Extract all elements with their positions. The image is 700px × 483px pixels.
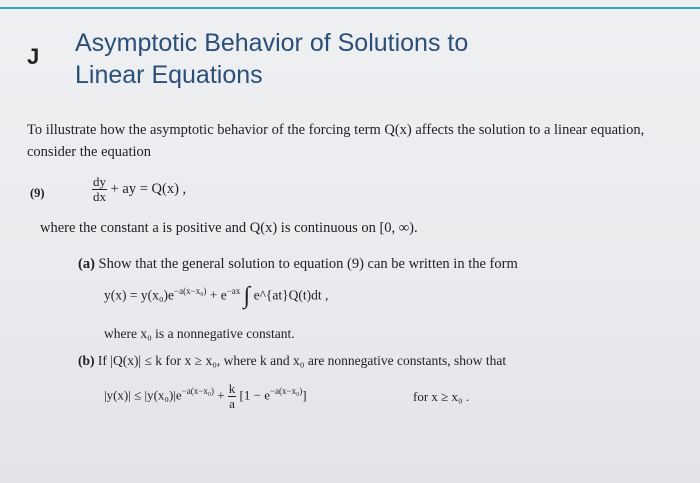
part-b-text: If |Q(x)| ≤ k for x ≥ x₀, where k and x₀ are nonnegative constants, show that	[97, 353, 507, 368]
bound-inequality: $|y(x)| \le |y(x_0)|e^{-a(x-x_0)}$ + $\frac{k}{a}$ $[1 - e^{-a(x-x_0)}]$	[104, 381, 307, 411]
title-line-2: Linear Equations	[75, 61, 263, 89]
top-rule	[0, 7, 700, 9]
intro-paragraph: To illustrate how the asymptotic behavior of the forcing term Q(x) affects the solution to a linear equation, consider the equation	[27, 122, 645, 160]
integral-sign: ∫	[243, 283, 251, 309]
bound-condition: for x ≥ x₀ .	[413, 389, 470, 404]
condition-paragraph: where the constant a is positive and Q(x) is continuous on [0, ∞).	[40, 220, 418, 236]
title-line-1: Asymptotic Behavior of Solutions to	[75, 29, 469, 57]
k-over-a-fraction: $\frac{k}{a}$	[228, 381, 236, 411]
derivative-fraction: $\frac{dy}{dx}$	[93, 174, 106, 204]
section-title	[75, 27, 468, 91]
part-b	[78, 350, 678, 372]
part-a-text: Show that the general solution to equation (9) can be written in the form	[98, 256, 518, 272]
part-a-label: (a)	[78, 256, 95, 272]
x0-note: where x₀ is a nonnegative constant.	[104, 326, 295, 341]
general-solution-equation: $y(x) = y(x_0)e^{-a(x-x_0)} + e^{-ax}$ ∫ e^{at}Q(t)dt ,	[104, 283, 329, 309]
equation-number: (9)	[30, 186, 45, 200]
equation-9	[92, 175, 186, 204]
part-b-label: (b)	[78, 353, 95, 368]
part-a	[78, 253, 678, 275]
section-letter: J	[27, 44, 40, 69]
equation-9-rhs: + ay = Q(x) ,	[110, 180, 187, 197]
